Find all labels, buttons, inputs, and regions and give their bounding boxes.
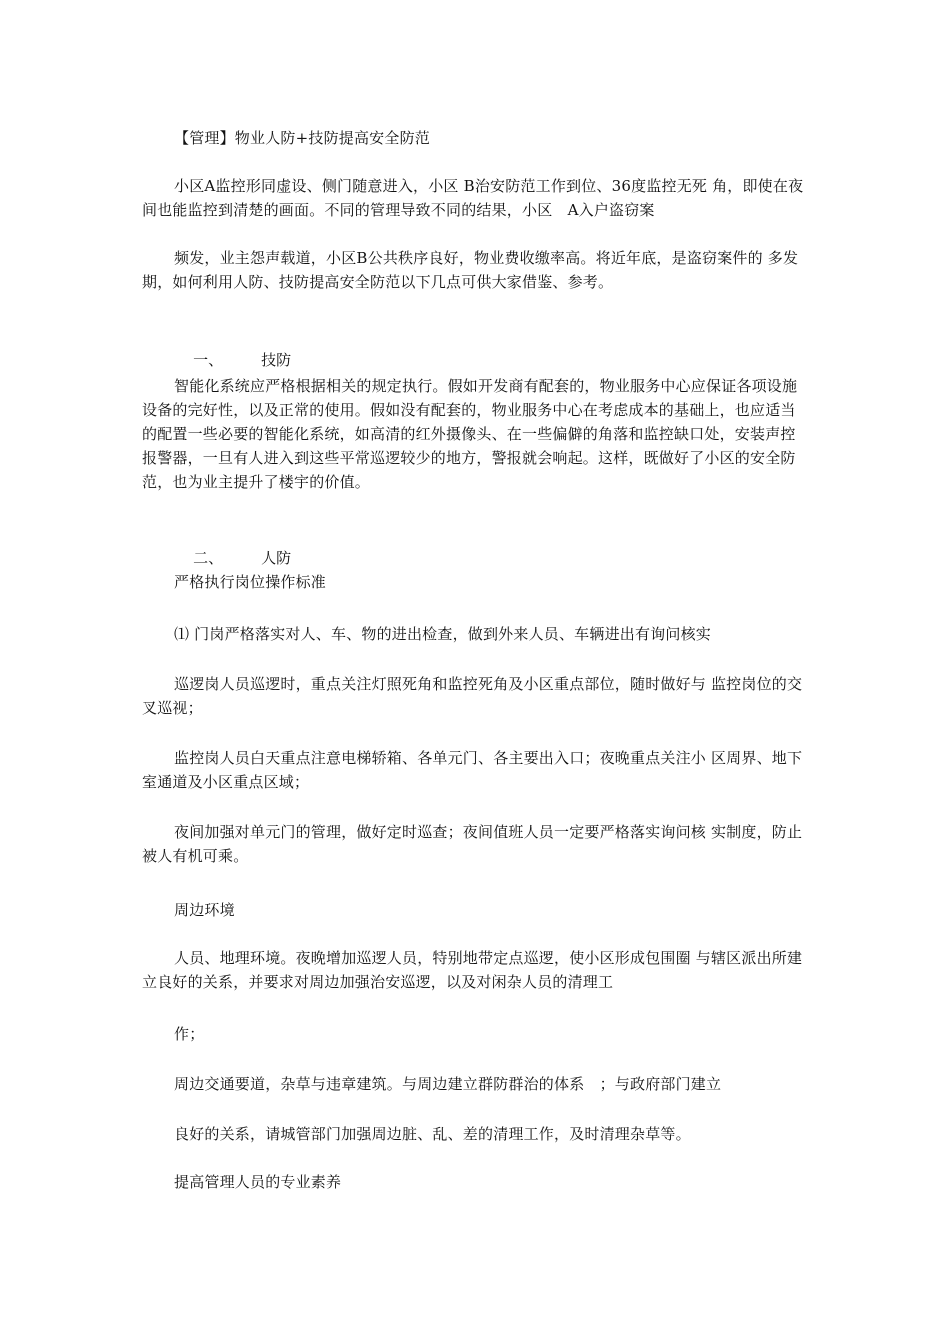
intro-paragraph-1: 小区A监控形同虚设、侧门随意进入，小区 B治安防范工作到位、36度监控无死 角，即使在夜间也能监控到清楚的画面。不同的管理导致不同的结果，小区 A入户盗窃案 bbox=[142, 177, 804, 219]
subheading-standards: 严格执行岗位操作标准 bbox=[174, 573, 327, 591]
section-label: 技防 bbox=[261, 351, 292, 369]
env-paragraph-1-tail: 作； bbox=[174, 1025, 205, 1043]
list-item-gate: ⑴ 门岗严格落实对人、车、物的进出检查，做到外来人员、车辆进出有询问核实 bbox=[174, 625, 711, 643]
subheading-environment: 周边环境 bbox=[174, 901, 235, 919]
doc-title: 【管理】物业人防+技防提高安全防范 bbox=[174, 129, 430, 147]
intro-paragraph-2: 频发，业主怨声载道，小区B公共秩序良好，物业费收缴率高。将近年底，是盗窃案件的 多发期，如何利用人防、技防提高安全防范以下几点可供大家借鉴、参考。 bbox=[142, 249, 799, 291]
list-item-patrol: 巡逻岗人员巡逻时，重点关注灯照死角和监控死角及小区重点部位，随时做好与 监控岗位的交叉巡视； bbox=[142, 675, 803, 717]
env-paragraph-2-tail: 良好的关系，请城管部门加强周边脏、乱、差的清理工作，及时清理杂草等。 bbox=[174, 1125, 691, 1143]
list-item-night: 夜间加强对单元门的管理，做好定时巡查；夜间值班人员一定要严格落实询问核 实制度，防止被人有机可乘。 bbox=[142, 823, 803, 865]
subheading-professional: 提高管理人员的专业素养 bbox=[174, 1173, 342, 1191]
env-paragraph-2: 周边交通要道，杂草与违章建筑。与周边建立群防群治的体系 ；与政府部门建立 bbox=[174, 1075, 722, 1093]
tech-paragraph: 智能化系统应严格根据相关的规定执行。假如开发商有配套的，物业服务中心应保证各项设施设备的完好性，以及正常的使用。假如没有配套的，物业服务中心在考虑成本的基础上，也应适当的配置一些必要的智能化系统，如高清的红外摄像头、在一些偏僻的角落和监控缺口处，安装声控报警器，一旦有人进入到这些平常巡逻较少的地方，警报就会响起。这样，既做好了小区的安全防范，也为业主提升了楼宇的价值。 bbox=[142, 377, 798, 491]
section-number: 一、 bbox=[193, 351, 224, 369]
section-label: 人防 bbox=[261, 549, 292, 567]
list-item-monitor: 监控岗人员白天重点注意电梯轿箱、各单元门、各主要出入口；夜晚重点关注小 区周界、地下室通道及小区重点区域； bbox=[142, 749, 803, 791]
section-number: 二、 bbox=[193, 549, 224, 567]
env-paragraph-1: 人员、地理环境。夜晚增加巡逻人员，特别地带定点巡逻，使小区形成包围圈 与辖区派出所建立良好的关系，并要求对周边加强治安巡逻，以及对闲杂人员的清理工 bbox=[142, 949, 803, 991]
